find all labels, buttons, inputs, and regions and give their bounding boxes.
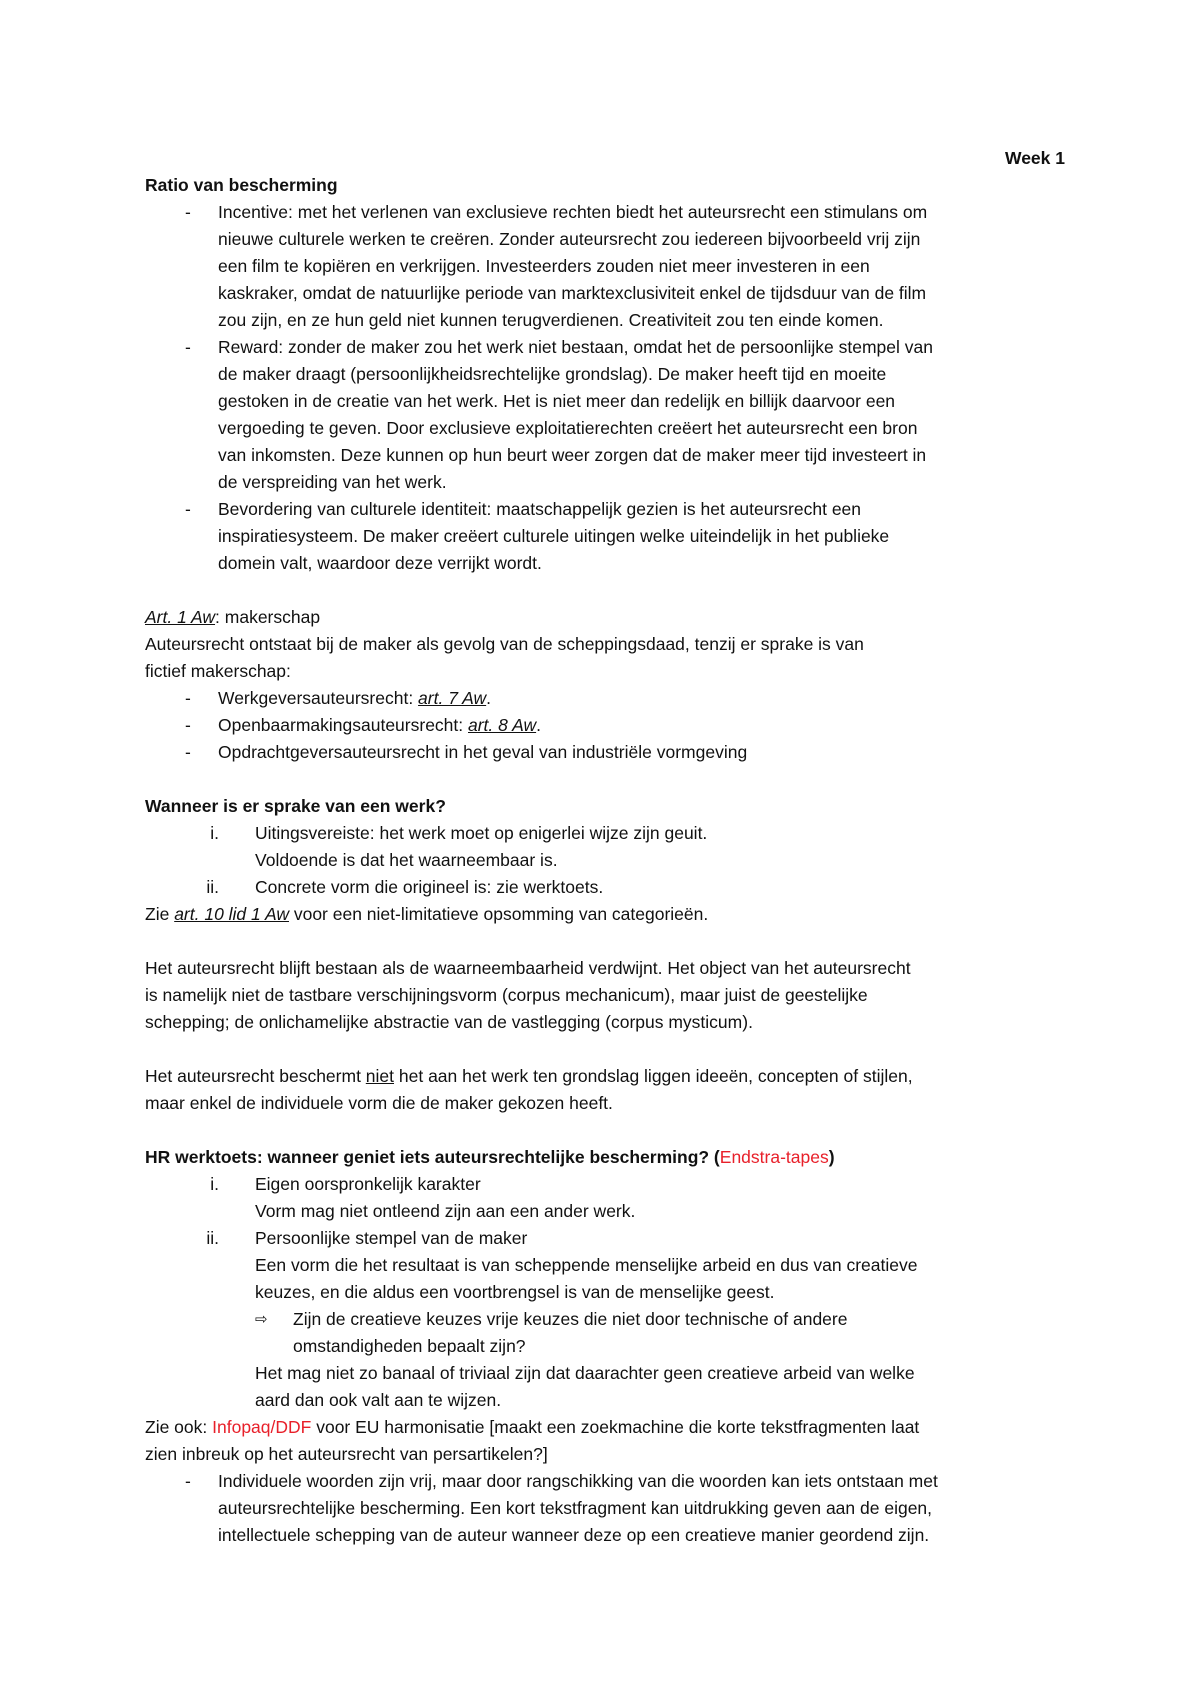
item-continuation: Voldoende is dat het waarneembaar is. [255,850,558,870]
article-reference: art. 10 lid 1 Aw [174,904,289,924]
dash-bullet: - [185,715,191,735]
article-reference: Art. 1 Aw [145,607,216,627]
article-reference: art. 8 Aw [468,715,537,735]
dash-bullet: - [185,688,191,708]
item-continuation: Het mag niet zo banaal of triviaal zijn dat daarachter geen creatieve arbeid van welke [255,1363,915,1383]
numbered-item: i. Uitingsvereiste: het werk moet op enigerlei wijze zijn geuit. [145,820,1075,847]
dash-bullet: - [185,202,191,222]
list-item: - Reward: zonder de maker zou het werk niet bestaan, omdat het de persoonlijke stempel van de maker draagt (persoonlijkheidsrechtelijke grondslag). De maker heeft tijd en moeite gestoken in de creatie van het werk. Het is niet meer dan redelijk en billijk daarvoor een vergoeding te geven. Door exclusieve exploitatierechten creëert het auteursrecht een bron van inkomsten. Deze kunnen op hun beurt weer zorgen dat de maker meer tijd investeert in de verspreiding van het werk. [145,334,1075,496]
item-continuation: keuzes, en die aldus een voortbrengsel is van de menselijke geest. [255,1282,775,1302]
paragraph-line: Het auteursrecht beschermt niet het aan het werk ten grondslag liggen ideeën, concepten of stijlen, [145,1066,913,1086]
document-body [145,172,1075,1549]
paragraph-line: Auteursrecht ontstaat bij de maker als gevolg van de scheppingsdaad, tenzij er sprake is van [145,634,864,654]
list-item: - Openbaarmakingsauteursrecht: art. 8 Aw. [145,712,1075,739]
arrow-continuation: omstandigheden bepaalt zijn? [293,1336,526,1356]
arrow-right-icon: ⇨ [255,1311,268,1328]
list-item: - Individuele woorden zijn vrij, maar door rangschikking van die woorden kan iets ontstaan met auteursrechtelijke bescherming. Een kort tekstfragment kan uitdrukking geven aan de eigen, intellectuele schepping van de auteur wanneer deze op een creatieve manier geordend zijn. [145,1468,1075,1549]
section-title-werk: Wanneer is er sprake van een werk? [145,796,446,816]
paragraph-line: schepping; de onlichamelijke abstractie van de vastlegging (corpus mysticum). [145,1012,753,1032]
list-item: - Incentive: met het verlenen van exclusieve rechten biedt het auteursrecht een stimulans om nieuwe culturele werken te creëren. Zonder auteursrecht zou iedereen bijvoorbeeld vrij zijn een film te kopiëren en verkrijgen. Investeerders zouden niet meer investeren in een kaskraker, omdat de natuurlijke periode van marktexclusiviteit enkel de tijdsduur van de film zou zijn, en ze hun geld niet kunnen terugverdienen. Creativiteit zou ten einde komen. [145,199,1075,334]
zie-line: Zie art. 10 lid 1 Aw voor een niet-limitatieve opsomming van categorieën. [145,904,709,924]
section-title-hr: HR werktoets: wanneer geniet iets auteursrechtelijke bescherming? (Endstra-tapes) [145,1147,835,1167]
case-reference: Infopaq/DDF [212,1417,312,1437]
dash-bullet: - [185,499,191,519]
article-reference: art. 7 Aw [418,688,487,708]
numbered-item: ii. Concrete vorm die origineel is: zie werktoets. [145,874,1075,901]
item-continuation: Vorm mag niet ontleend zijn aan een ander werk. [255,1201,636,1221]
numbered-item: ii. Persoonlijke stempel van de maker [145,1225,1075,1252]
roman-numeral: i. [210,1174,219,1194]
arrow-item: ⇨ Zijn de creatieve keuzes vrije keuzes die niet door technische of andere [145,1306,1075,1333]
list-item: - Bevordering van culturele identiteit: maatschappelijk gezien is het auteursrecht een inspiratiesysteem. De maker creëert culturele uitingen welke uiteindelijk in het publieke domein valt, waardoor deze verrijkt wordt. [145,496,1075,577]
art1-heading: Art. 1 Aw: makerschap [145,607,321,627]
paragraph-line: Het auteursrecht blijft bestaan als de waarneembaarheid verdwijnt. Het object van het auteursrecht [145,958,911,978]
roman-numeral: i. [210,823,219,843]
item-continuation: aard dan ook valt aan te wijzen. [255,1390,502,1410]
case-reference: Endstra-tapes [719,1147,829,1167]
roman-numeral: ii. [206,1228,219,1248]
week-label: Week 1 [1005,148,1065,168]
roman-numeral: ii. [206,877,219,897]
paragraph-line: maar enkel de individuele vorm die de maker gekozen heeft. [145,1093,613,1113]
paragraph-line: fictief makerschap: [145,661,291,681]
paragraph-line: zien inbreuk op het auteursrecht van persartikelen?] [145,1444,548,1464]
item-continuation: Een vorm die het resultaat is van scheppende menselijke arbeid en dus van creatieve [255,1255,918,1275]
dash-bullet: - [185,337,191,357]
numbered-item: i. Eigen oorspronkelijk karakter [145,1171,1075,1198]
dash-bullet: - [185,742,191,762]
zie-ook-line: Zie ook: Infopaq/DDF voor EU harmonisatie [maakt een zoekmachine die korte tekstfragmenten laat [145,1417,920,1437]
list-item: - Opdrachtgeversauteursrecht in het geval van industriële vormgeving [145,739,1075,766]
dash-bullet: - [185,1471,191,1491]
section-title-ratio: Ratio van bescherming [145,175,338,195]
emphasis-niet: niet [365,1066,395,1086]
list-item: - Werkgeversauteursrecht: art. 7 Aw. [145,685,1075,712]
paragraph-line: is namelijk niet de tastbare verschijningsvorm (corpus mechanicum), maar juist de geestelijke [145,985,868,1005]
